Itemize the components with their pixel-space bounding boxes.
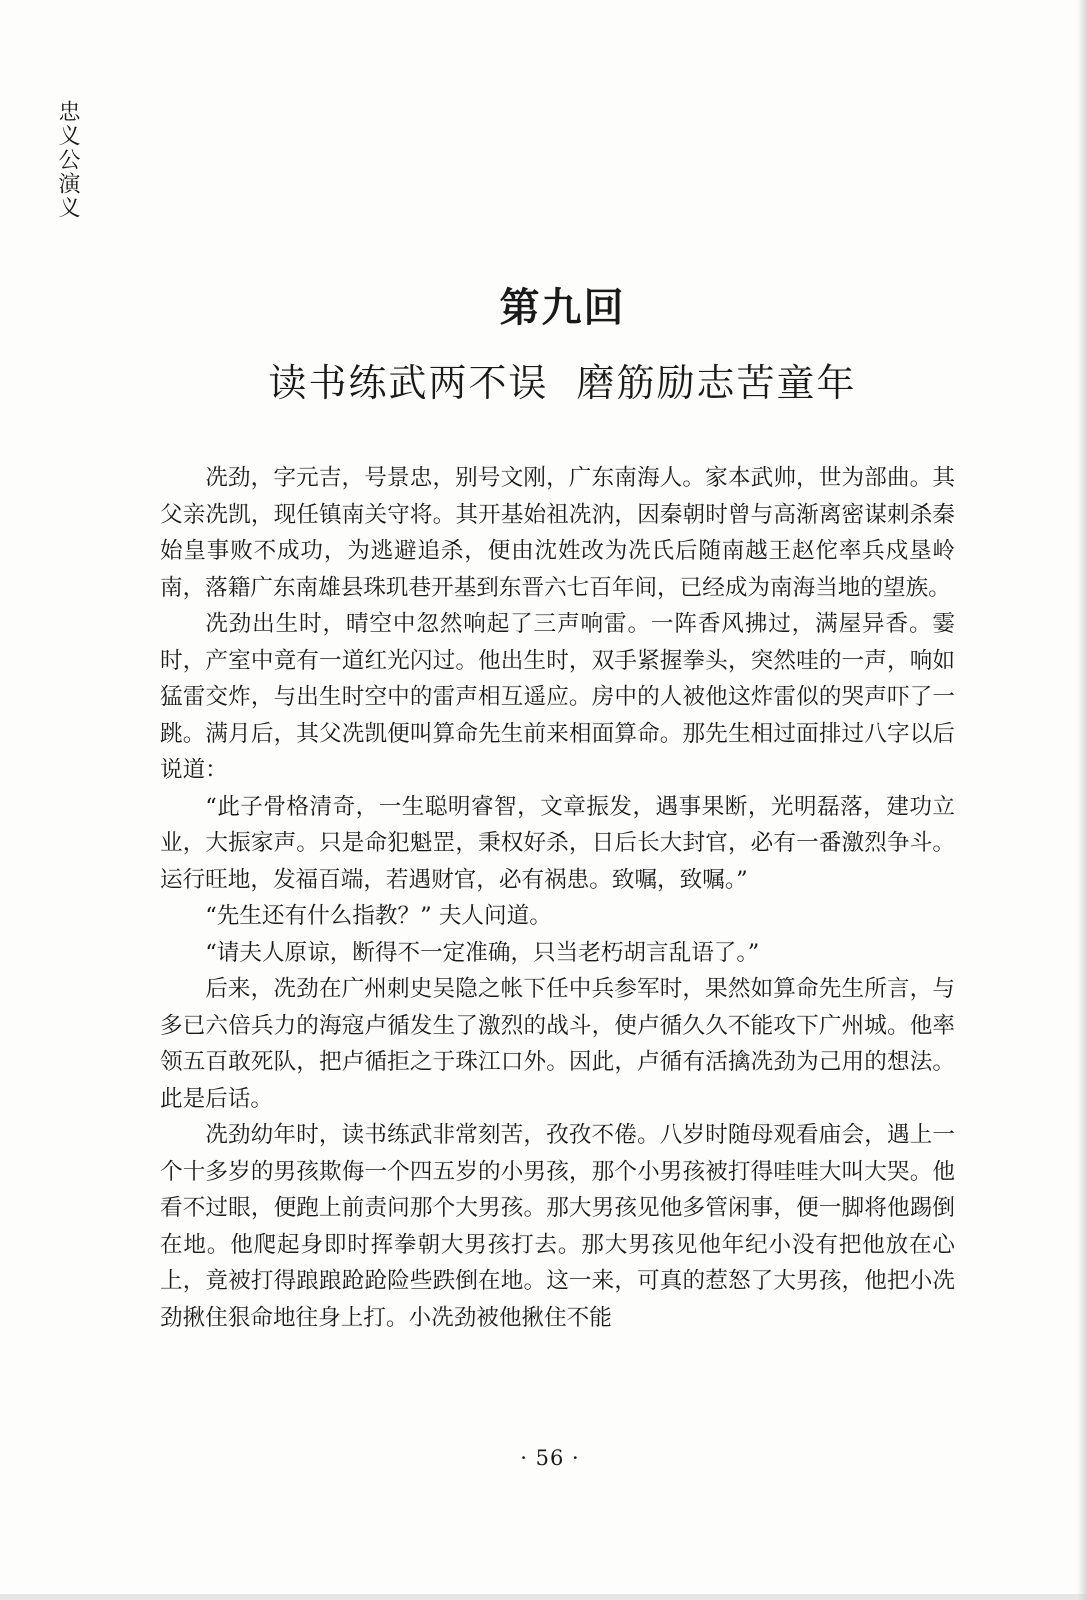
paragraph: 冼劲幼年时，读书练武非常刻苦，孜孜不倦。八岁时随母观看庙会，遇上一个十多岁的男孩欺侮一个四五岁的小男孩，那个小男孩被打得哇哇大叫大哭。他看不过眼，便跑上前责问那个大男孩。那大男孩见他多管闲事，便一脚将他踢倒在地。他爬起身即时挥拳朝大男孩打去。那大男孩见他年纪小没有把他放在心上，竟被打得踉踉跄跄险些跌倒在地。这一来，可真的惹怒了大男孩，他把小冼劲揪住狠命地往身上打。小冼劲被他揪住不能 — [160, 1122, 955, 1331]
chapter-title-part1: 读书练武两不误 — [268, 361, 549, 405]
scan-edge-bottom — [0, 1594, 1087, 1600]
paragraph: 冼劲，字元吉，号景忠，别号文刚，广东南海人。家本武帅，世为部曲。其父亲冼凯，现任镇南关守将。其开基始祖冼汭，因秦朝时曾与高渐离密谋刺杀秦始皇事败不成功，为逃避追杀，便由沈姓改为冼氏后随南越王赵佗率兵戍垦岭南，落籍广东南雄县珠玑巷开基到东晋六七百年间，已经成为南海当地的望族。 — [160, 465, 955, 601]
chapter-number: 第九回 — [499, 284, 626, 331]
paragraph: “请夫人原谅，断得不一定准确，只当老朽胡言乱语了。” — [205, 939, 760, 966]
paragraph: 冼劲出生时，晴空中忽然响起了三声响雷。一阵香风拂过，满屋异香。霎时，产室中竟有一道红光闪过。他出生时，双手紧握拳头，突然哇的一声，响如猛雷交炸，与出生时空中的雷声相互遥应。房中的人被他这炸雷似的哭声吓了一跳。满月后，其父冼凯便叫算命先生前来相面算命。那先生相过面排过八字以后说道： — [160, 611, 955, 783]
paragraph: “先生还有什么指教？” 夫人问道。 — [205, 903, 552, 929]
chapter-title-part2: 磨筋励志苦童年 — [576, 361, 857, 405]
chapter-title — [0, 352, 1087, 407]
paragraph: 后来，冼劲在广州刺史吴隐之帐下任中兵参军时，果然如算命先生所言，与多已六倍兵力的海寇卢循发生了激烈的战斗，使卢循久久不能攻下广州城。他率领五百敢死队，把卢循拒之于珠江口外。因此，卢循有活擒冼劲为己用的想法。此是后话。 — [160, 976, 955, 1112]
page-number: · 56 · — [520, 1446, 580, 1470]
scan-edge-right — [1077, 0, 1087, 1600]
paragraph: “此子骨格清奇，一生聪明睿智，文章振发，遇事果断，光明磊落，建功立业，大振家声。只是命犯魁罡，秉权好杀，日后长大封官，必有一番激烈争斗。运行旺地，发福百端，若遇财官，必有祸患。致嘱，致嘱。” — [160, 793, 955, 893]
running-head: 忠义公演义 — [55, 100, 80, 220]
body-text — [160, 460, 955, 1336]
